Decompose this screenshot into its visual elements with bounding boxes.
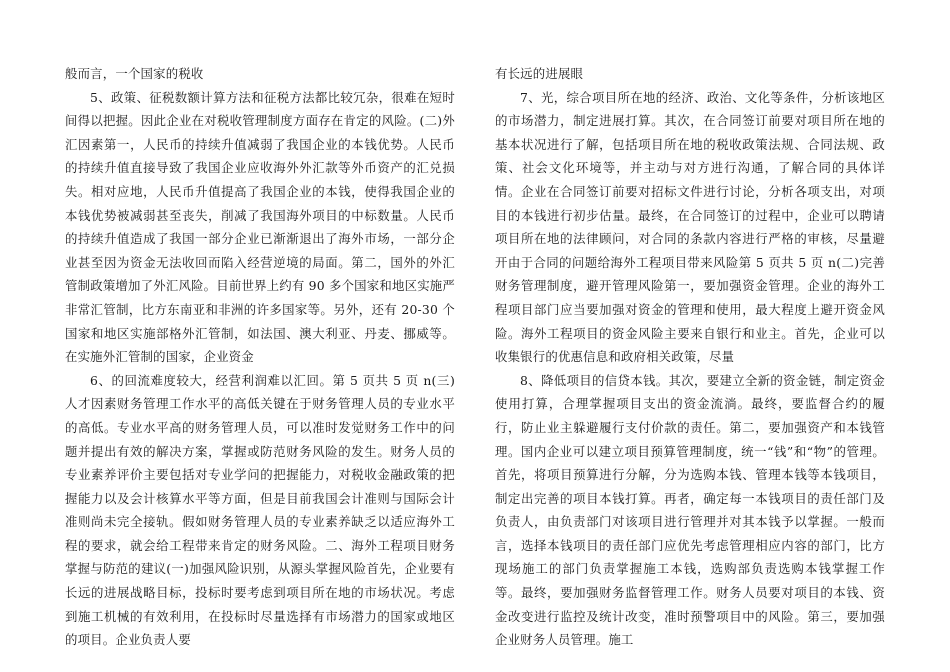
paragraph-continuation: 般而言，一个国家的税收 xyxy=(65,66,204,81)
paragraph-5: 5、政策、征税数额计算方法和征税方法都比较冗杂，很难在短时间得以把握。因此企业在对税收管理制度方面存在肯定的风险。(二)外汇因素第一，人民币的持续升值减弱了我国企业的本钱优势。人民币的持续升值直接导致了我国企业应收海外外汇款等外币资产的汇兑损失。相对应地，人民币升值提高了我国企业的本钱，使得我国企业的本钱优势被减弱甚至丧失，削减了我国海外项目的中标数量。人民币的持续升值造成了我国一部分企业已渐渐退出了海外市场，一部分企业甚至因为资金无法收回而陷入经营逆境的局面。第二，国外的外汇管制政策增加了外汇风险。目前世界上约有 90 多个国家和地区实施严非常汇管制，比方东南亚和非洲的许多国家等。另外，还有 20-30 个国家和地区实施部格外汇管制，如法国、澳大利亚、丹麦、挪威等。在实施外汇管制的国家，企业资金 xyxy=(65,89,455,365)
paragraph-continuation: 有长远的进展眼 xyxy=(495,66,584,81)
paragraph-6: 6、的回流难度较大，经营利润难以汇回。第 5 页共 5 页 n(三)人才因素财务管理工作水平的高低关键在于财务管理人员的专业水平的高低。专业水平高的财务管理人员，可以准时发觉财务工作中的问题并提出有效的解决方案，掌握或防范财务风险的发生。财务人员的专业素养评价主要包括对专业学问的把握能力，对税收金融政策的把握能力以及会计核算水平等方面，但是目前我国会计准则与国际会计准则尚未完全接轨。假如财务管理人员的专业素养缺乏以适应海外工程的要求，就会给工程带来肯定的财务风险。二、海外工程项目财务掌握与防范的建议(一)加强风险识别，从源头掌握风险首先，企业要有长远的进展战略目标，投标时要考虑到项目所在地的市场状况。考虑到施工机械的有效利用，在投标时尽量选择有市场潜力的国家或地区的项目。企业负责人要 xyxy=(65,372,455,648)
right-column xyxy=(495,62,885,652)
paragraph-8: 8、降低项目的信贷本钱。其次，要建立全新的资金链，制定资金使用打算，合理掌握项目支出的资金流淌。最终，要监督合约的履行，防止业主躲避履行支付价款的责任。第二，要加强资产和本钱管理。国内企业可以建立项目预算管理制度，统一“钱”和“物”的管理。首先，将项目预算进行分解，分为选购本钱、管理本钱等本钱项目，制定出完善的项目本钱打算。再者，确定每一本钱项目的责任部门及负责人，由负责部门对该项目进行管理并对其本钱予以掌握。一般而言，选择本钱项目的责任部门应优先考虑管理相应内容的部门，比方现场施工的部门负责掌握施工本钱，选购部负责选购本钱掌握工作等。最终，要加强财务监督管理工作。财务人员要对项目的本钱、资金改变进行监控及统计改变，准时预警项目中的风险。第三，要加强企业财务人员管理。施工 xyxy=(495,372,885,648)
paragraph-7: 7、光，综合项目所在地的经济、政治、文化等条件，分析该地区的市场潜力，制定进展打算。其次，在合同签订前要对项目所在地的基本状况进行了解，包括项目所在地的税收政策法规、合同法规、政策、社会文化环境等，并主动与对方进行沟通，了解合同的具体详情。企业在合同签订前要对招标文件进行讨论，分析各项支出，对项目的本钱进行初步估量。最终，在合同签订的过程中，企业可以聘请项目所在地的法律顾问，对合同的条款内容进行严格的审核，尽量避开由于合同的问题给海外工程项目带来风险第 5 页共 5 页 n(二)完善财务管理制度，避开管理风险第一，要加强资金管理。企业的海外工程项目部门应当要加强对资金的管理和使用，最大程度上避开资金风险。海外工程项目的资金风险主要来自银行和业主。首先，企业可以收集银行的优惠信息和政府相关政策，尽量 xyxy=(495,89,885,365)
left-column xyxy=(65,62,455,652)
